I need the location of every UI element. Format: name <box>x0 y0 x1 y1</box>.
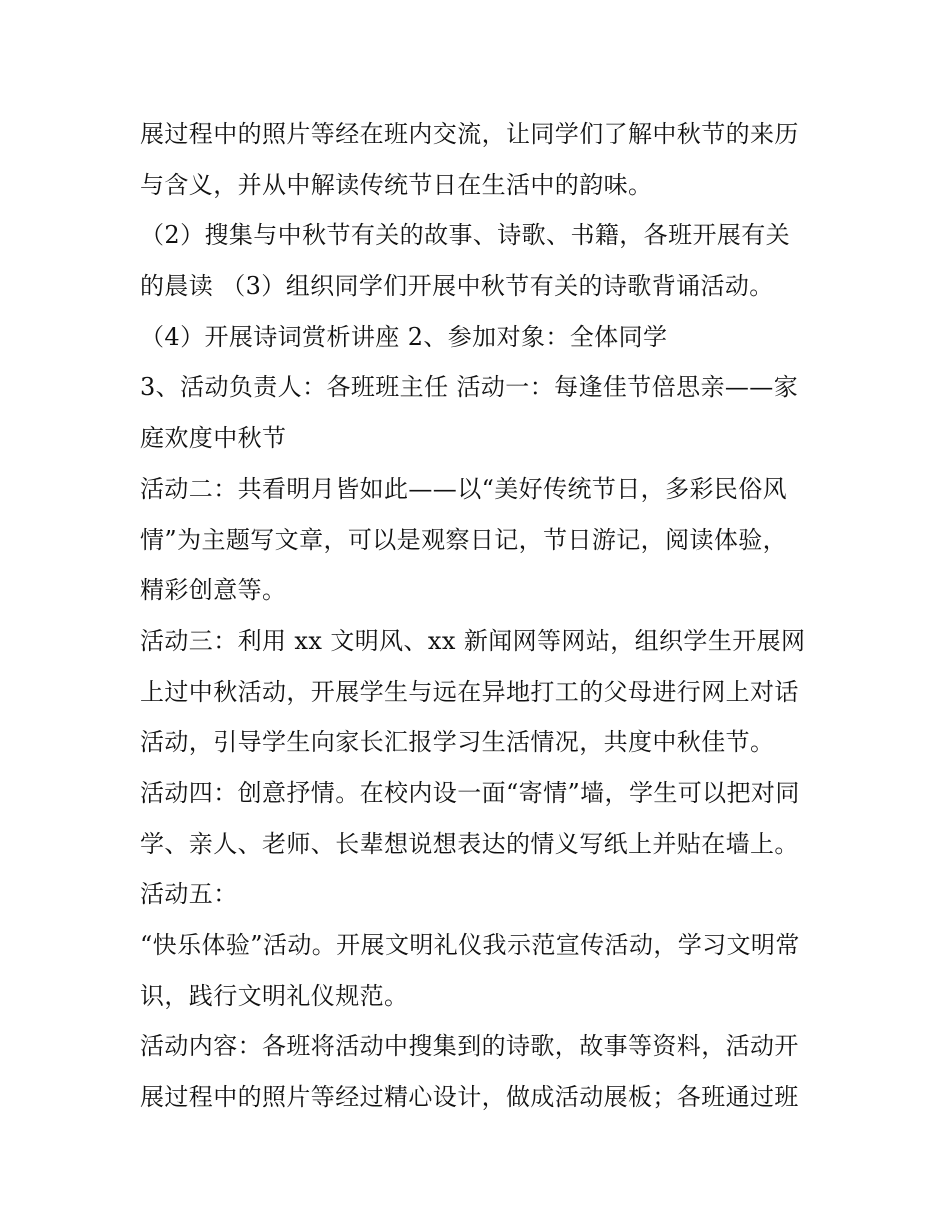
text-line: 庭欢度中秋节 <box>140 424 287 453</box>
text-line: 展过程中的照片等经过精心设计，做成活动展板；各班通过班 <box>140 1083 799 1112</box>
text-line: 活动内容：各班将活动中搜集到的诗歌，故事等资料，活动开 <box>140 1032 799 1061</box>
text-line: 与含义，并从中解读传统节日在生活中的韵味。 <box>140 170 653 199</box>
document-body <box>140 109 820 1123</box>
text-line: 活动二：共看明月皆如此——以“美好传统节日，多彩民俗风 <box>140 474 788 503</box>
text-line: （4）开展诗词赏析讲座 2、参加对象：全体同学 <box>140 322 668 351</box>
text-line: “快乐体验”活动。开展文明礼仪我示范宣传活动，学习文明常 <box>140 931 800 959</box>
text-line: 精彩创意等。 <box>140 576 287 605</box>
text-line: 活动，引导学生向家长汇报学习生活情况，共度中秋佳节。 <box>140 728 775 757</box>
text-line: 识，践行文明礼仪规范。 <box>140 981 409 1010</box>
text-line: 3、活动负责人：各班班主任 活动一：每逢佳节倍思亲——家 <box>140 373 799 402</box>
text-line: 上过中秋活动，开展学生与远在异地打工的父母进行网上对话 <box>140 677 799 706</box>
text-line: 的晨读 （3）组织同学们开展中秋节有关的诗歌背诵活动。 <box>140 272 774 301</box>
text-line: 展过程中的照片等经在班内交流，让同学们了解中秋节的来历 <box>140 120 799 148</box>
text-line: 活动五： <box>140 880 238 909</box>
text-line: 活动四：创意抒情。在校内设一面“寄情”墙，学生可以把对同 <box>140 778 800 807</box>
text-line: 学、亲人、老师、长辈想说想表达的情义写纸上并贴在墙上。 <box>140 829 799 858</box>
text-line: 活动三：利用 xx 文明风、xx 新闻网等网站，组织学生开展网 <box>140 626 806 655</box>
text-line: （2）搜集与中秋节有关的故事、诗歌、书籍，各班开展有关 <box>140 221 791 250</box>
text-line: 情”为主题写文章，可以是观察日记，节日游记，阅读体验， <box>140 525 788 554</box>
